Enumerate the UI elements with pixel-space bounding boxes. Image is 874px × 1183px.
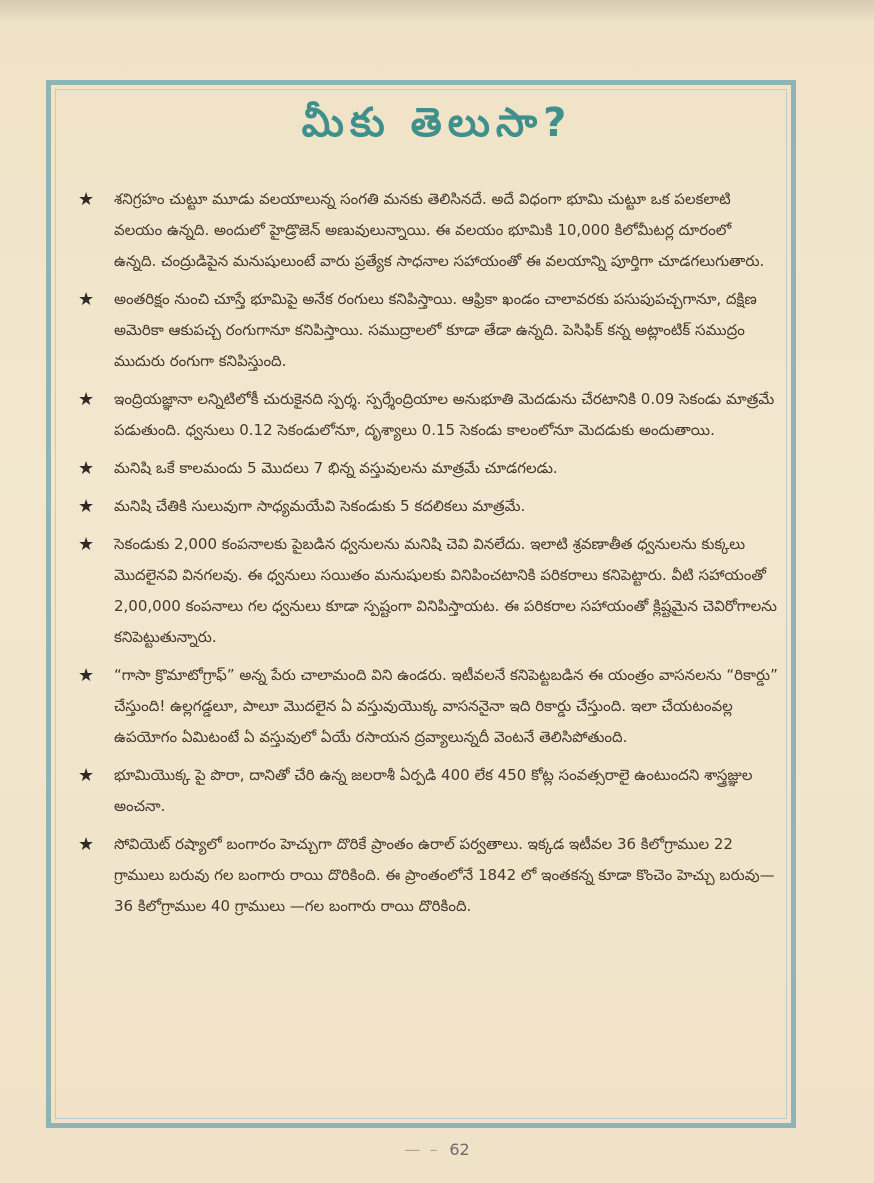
list-item (78, 829, 778, 922)
list-item (78, 384, 778, 446)
list-item (78, 284, 778, 377)
list-item (78, 529, 778, 653)
list-item-text: సోవియెట్ రష్యాలో బంగారం హెచ్చుగా దొరికే ప్రాంతం ఉరాల్ పర్వతాలు. ఇక్కడ ఇటీవల 36 కిలోగ్రాముల 22 గ్రాములు బరువు గల బంగారు రాయి దొరికింది. ఈ ప్రాంతంలోనే 1842 లో ఇంతకన్న కూడా కొంచెం హెచ్చు బరువు— 36 కిలోగ్రాముల 40 గ్రాములు —గల బంగారు రాయి దొరికింది. (114, 835, 775, 915)
star-icon: ★ (78, 834, 95, 855)
list-item (78, 760, 778, 822)
star-icon: ★ (78, 496, 95, 517)
page-footer (0, 1140, 874, 1159)
list-item-text: అంతరిక్షం నుంచి చూస్తే భూమిపై అనేక రంగులు కనిపిస్తాయి. ఆఫ్రికా ఖండం చాలావరకు పసుపుపచ్చగానూ, దక్షిణ అమెరికా ఆకుపచ్చ రంగుగానూ కనిపిస్తాయి. సముద్రాలలో కూడా తేడా ఉన్నది. పెసిఫిక్ కన్న అట్లాంటిక్ సముద్రం ముదురు రంగుగా కనిపిస్తుంది. (114, 290, 757, 370)
star-icon: ★ (78, 765, 95, 786)
page-title: మీకు తెలుసా? (301, 100, 573, 146)
list-item-text: మనిషి చేతికి సులువుగా సాధ్యమయేవి సెకండుకు 5 కదలికలు మాత్రమే. (114, 497, 526, 515)
star-icon: ★ (78, 289, 95, 310)
star-icon: ★ (78, 458, 95, 479)
list-item (78, 660, 778, 753)
star-icon: ★ (78, 665, 95, 686)
list-item-text: “గాసా క్రొమాటోగ్రాఫ్” అన్న పేరు చాలామంది విని ఉండరు. ఇటీవలనే కనిపెట్టబడిన ఈ యంత్రం వాసనలను “రికార్డు” చేస్తుంది! ఉల్లగడ్డలూ, పాలూ మొదలైన ఏ వస్తువుయొక్క వాసననైనా ఇది రికార్డు చేస్తుంది. ఇలా చేయటంవల్ల ఉపయోగం ఏమిటంటే ఏ వస్తువులో ఏయే రసాయన ద్రవ్యాలున్నదీ వెంటనే తెలిసిపోతుంది. (114, 666, 778, 746)
list-item-text: భూమియొక్క పై పొరా, దానితో చేరి ఉన్న జలరాశీ ఏర్పడి 400 లేక 450 కోట్ల సంవత్సరాలై ఉంటుందని శాస్త్రజ్ఞుల అంచనా. (114, 766, 753, 815)
list-item (78, 491, 778, 522)
list-item-text: శనిగ్రహం చుట్టూ మూడు వలయాలున్న సంగతి మనకు తెలిసినదే. అదే విధంగా భూమి చుట్టూ ఒక పలకలాటి వలయం ఉన్నది. అందులో హైడ్రొజెన్ అణువులున్నాయి. ఈ వలయం భూమికి 10,000 కిలోమీటర్ల దూరంలో ఉన్నది. చంద్రుడిపైన మనుషులుంటే వారు ప్రత్యేక సాధనాల సహాయంతో ఈ వలయాన్ని పూర్తిగా చూడగలుగుతారు. (114, 190, 765, 270)
star-icon: ★ (78, 389, 95, 410)
star-icon: ★ (78, 189, 95, 210)
page-top-edge (0, 0, 874, 22)
page-number: 62 (449, 1140, 470, 1159)
list-item (78, 184, 778, 277)
list-item-text: మనిషి ఒకే కాలమందు 5 మొదలు 7 భిన్న వస్తువులను మాత్రమే చూడగలడు. (114, 459, 558, 477)
facts-list (78, 184, 778, 929)
list-item-text: సెకండుకు 2,000 కంపనాలకు పైబడిన ధ్వనులను మనిషి చెవి వినలేదు. ఇలాటి శ్రవణాతీత ధ్వనులను కుక్కలు మొదలైనవి వినగలవు. ఈ ధ్వనులు సయితం మనుషులకు వినిపించటానికి పరికరాలు కనిపెట్టారు. వీటి సహాయంతో 2,00,000 కంపనాలు గల ధ్వనులు కూడా స్పష్టంగా వినిపిస్తాయట. ఈ పరికరాల సహాయంతో క్లిష్టమైన చెవిరోగాలను కనిపెట్టుతున్నారు. (114, 535, 777, 646)
footer-dash: — – (404, 1140, 440, 1159)
list-item (78, 453, 778, 484)
star-icon: ★ (78, 534, 95, 555)
list-item-text: ఇంద్రియజ్ఞానా లన్నిటిలోకీ చురుకైనది స్పర్శ. స్పర్శేంద్రియాల అనుభూతి మెదడును చేరటానికి 0.09 సెకండు మాత్రమే పడుతుంది. ధ్వనులు 0.12 సెకండులోనూ, దృశ్యాలు 0.15 సెకండు కాలంలోనూ మెదడుకు అందుతాయి. (114, 390, 775, 439)
